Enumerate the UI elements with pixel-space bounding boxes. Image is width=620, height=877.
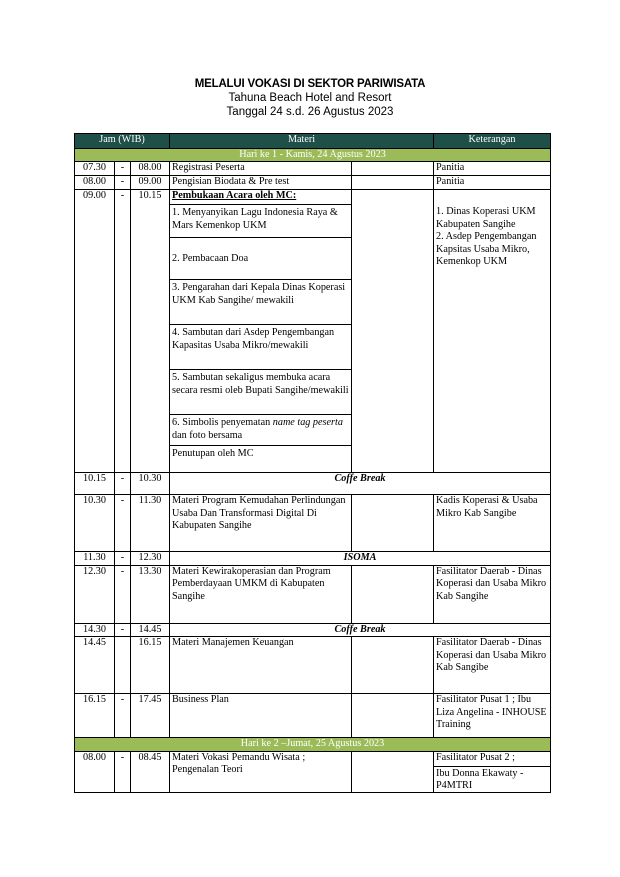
end-time: 08.45: [131, 751, 170, 793]
table-row: [75, 565, 551, 623]
schedule-table: [74, 133, 551, 793]
end-time: 11.30: [131, 495, 170, 552]
table-row: [75, 623, 551, 636]
table-row: [75, 190, 551, 473]
materi-cell: Materi Vokasi Pemandu Wisata ; Pengenalan Teori: [170, 751, 352, 793]
agenda-item-5: 5. Sambutan sekaligus membuka acara secara resmi oleb Bupati Sangihe/mewakili: [170, 369, 351, 414]
opening-agenda-cell: [170, 190, 352, 473]
time-dash: -: [115, 495, 131, 552]
keterangan-cell: Panitia: [434, 162, 551, 176]
agenda-item-2: 2. Pembacaan Doa: [170, 237, 351, 279]
agenda-item-6: [170, 414, 351, 445]
keterangan-2: 2. Asdep Pengembangan Kapsitas Usaba Mikro, Kemenkop UKM: [436, 231, 537, 268]
title-line-3: Tanggal 24 s.d. 26 Agustus 2023: [226, 106, 394, 118]
end-time: 17.45: [131, 694, 170, 738]
agenda-item-6-italic: name tag peserta: [272, 417, 343, 429]
materi-cell: Materi Program Kemudahan Perlindungan Usaba Dan Transformasi Digital Di Kabupaten Sangihe: [170, 495, 352, 552]
start-time: 14.45: [75, 637, 115, 694]
time-dash: -: [115, 623, 131, 636]
start-time: 11.30: [75, 552, 115, 565]
table-row: [75, 751, 551, 793]
end-time: 10.30: [131, 473, 170, 495]
day-2-label: Hari ke 2 –Jumat, 25 Agustus 2023: [75, 738, 551, 751]
day-1-label: Hari ke 1 - Kamis, 24 Agustus 2023: [75, 149, 551, 162]
table-row: [75, 162, 551, 176]
col-keterangan-header: Keterangan: [434, 134, 551, 149]
col-jam-header: Jam (WIB): [75, 134, 170, 149]
keterangan-1: Fasilitator Pusat 2 ;: [436, 751, 515, 763]
empty-cell: [352, 495, 434, 552]
agenda-item-4: 4. Sambutan dari Asdep Pengembangan Kapasitas Usaba Mikro/mewakili: [170, 324, 351, 369]
title-line-2: Tahuna Beach Hotel and Resort: [228, 92, 392, 104]
end-time: 16.15: [131, 637, 170, 694]
start-time: 07.30: [75, 162, 115, 176]
materi-cell: Registrasi Peserta: [170, 162, 352, 176]
start-time: 12.30: [75, 565, 115, 623]
title-line-1: MELALUI VOKASI DI SEKTOR PARIWISATA: [194, 78, 426, 90]
empty-cell: [352, 176, 434, 190]
col-materi-header: Materi: [170, 134, 434, 149]
empty-cell: [352, 565, 434, 623]
start-time: 10.30: [75, 495, 115, 552]
time-dash: -: [115, 190, 131, 473]
agenda-item-1: 1. Menyanyikan Lagu Indonesia Raya & Mars Kemenkop UKM: [170, 204, 351, 237]
start-time: 14.30: [75, 623, 115, 636]
table-row: [75, 176, 551, 190]
agenda-opening-mc: Pembukaan Acara oleh MC:: [172, 190, 297, 202]
empty-cell: [352, 190, 434, 473]
time-dash: -: [115, 751, 131, 793]
keterangan-cell: Kadis Koperasi & Usaba Mikro Kab Sangibe: [434, 495, 551, 552]
start-time: 10.15: [75, 473, 115, 495]
table-header-row: [75, 134, 551, 149]
time-dash: -: [115, 473, 131, 495]
keterangan-1: 1. Dinas Koperasi UKM Kabupaten Sangihe: [436, 206, 536, 230]
start-time: 08.00: [75, 176, 115, 190]
materi-cell: Business Plan: [170, 694, 352, 738]
time-dash: -: [115, 162, 131, 176]
keterangan-2: Ibu Donna Ekawaty - P4MTRI: [434, 766, 550, 793]
time-dash: -: [115, 176, 131, 190]
day-2-row: [75, 738, 551, 751]
table-row: [75, 637, 551, 694]
agenda-item-6-text: 6. Simbolis penyematan: [172, 417, 273, 429]
time-dash: -: [115, 694, 131, 738]
end-time: 08.00: [131, 162, 170, 176]
table-row: [75, 473, 551, 495]
end-time: 13.30: [131, 565, 170, 623]
agenda-item-3: 3. Pengarahan dari Kepala Dinas Koperasi UKM Kab Sangihe/ mewakili: [170, 279, 351, 324]
keterangan-cell: Fasilitator Daerab - Dinas Koperasi dan Usaba Mikro Kab Sangihe: [434, 565, 551, 623]
materi-cell: Pengisian Biodata & Pre test: [170, 176, 352, 190]
agenda-closing: Penutupan oleh MC: [170, 445, 351, 472]
table-row: [75, 552, 551, 565]
day-1-row: [75, 149, 551, 162]
table-row: [75, 495, 551, 552]
end-time: 09.00: [131, 176, 170, 190]
keterangan-cell: [434, 190, 551, 473]
empty-cell: [352, 751, 434, 793]
materi-cell: Materi Kewirakoperasian dan Program Pemberdayaan UMKM di Kabupaten Sangihe: [170, 565, 352, 623]
end-time: 12.30: [131, 552, 170, 565]
materi-cell: Materi Manajemen Keuangan: [170, 637, 352, 694]
start-time: 09.00: [75, 190, 115, 473]
time-dash-empty: [115, 637, 131, 694]
time-dash: -: [115, 565, 131, 623]
keterangan-cell: Panitia: [434, 176, 551, 190]
start-time: 08.00: [75, 751, 115, 793]
start-time: 16.15: [75, 694, 115, 738]
empty-cell: [352, 637, 434, 694]
agenda-item-6-text-end: dan foto bersama: [172, 429, 243, 441]
keterangan-cell: [434, 751, 551, 793]
break-label: ISOMA: [170, 552, 551, 565]
break-label: Coffe Break: [170, 473, 551, 495]
break-label: Coffe Break: [170, 623, 551, 636]
empty-cell: [352, 162, 434, 176]
time-dash: -: [115, 552, 131, 565]
end-time: 10.15: [131, 190, 170, 473]
keterangan-cell: Fasilitator Pusat 1 ; Ibu Liza Angelina - INHOUSE Training: [434, 694, 551, 738]
end-time: 14.45: [131, 623, 170, 636]
empty-cell: [352, 694, 434, 738]
keterangan-cell: Fasilitator Daerab - Dinas Koperasi dan Usaba Mikro Kab Sangibe: [434, 637, 551, 694]
table-row: [75, 694, 551, 738]
